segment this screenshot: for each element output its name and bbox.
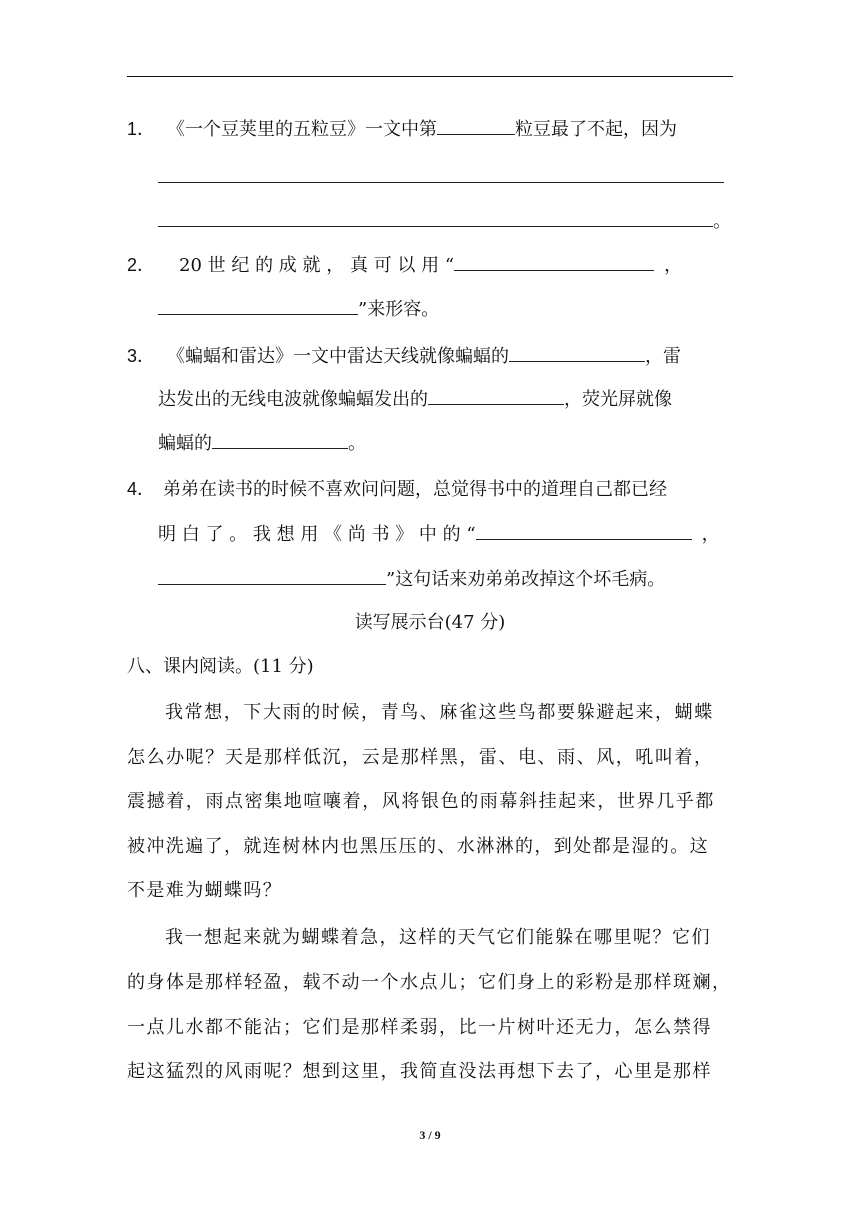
question-4-number: 4． bbox=[127, 479, 156, 499]
question-3-number: 3． bbox=[127, 346, 156, 366]
answer-blank[interactable] bbox=[212, 430, 348, 449]
question-1-text-cont: 粒豆最了不起，因为 bbox=[515, 119, 678, 140]
answer-blank[interactable] bbox=[158, 296, 358, 315]
question-4-text-line-3: ”这句话来劝弟弟改掉这个坏毛病。 bbox=[386, 569, 666, 590]
answer-blank[interactable] bbox=[158, 566, 386, 585]
question-4-line-1 bbox=[127, 477, 667, 502]
passage-line: 我常想，下大雨的时候，青鸟、麻雀这些鸟都要躲避起来，蝴蝶 bbox=[165, 702, 714, 723]
question-3-text-cont: ，雷 bbox=[645, 346, 682, 367]
question-4-text: 弟弟在读书的时候不喜欢问问题，总觉得书中的道理自己都已经 bbox=[163, 479, 668, 500]
answer-blank[interactable] bbox=[509, 343, 645, 362]
question-3-line-2 bbox=[158, 386, 672, 412]
answer-blank[interactable] bbox=[158, 208, 713, 227]
question-1-line-1 bbox=[127, 116, 677, 142]
question-3-text: 《蝙蝠和雷达》一文中雷达天线就像蝙蝠的 bbox=[167, 346, 510, 367]
passage-line: 起这猛烈的风雨呢？想到这里，我简直没法再想下去了，心里是那样 bbox=[127, 1061, 712, 1082]
passage-line: 的身体是那样轻盈，载不动一个水点儿；它们身上的彩粉是那样斑斓， bbox=[127, 972, 732, 993]
question-3-line-1 bbox=[127, 343, 681, 369]
comma: ， bbox=[664, 255, 683, 276]
question-1-number: 1． bbox=[127, 119, 156, 139]
passage-line: 震撼着，雨点密集地喧嚷着，风将银色的雨幕斜挂起来，世界几乎都 bbox=[127, 791, 715, 812]
passage-line: 怎么办呢？天是那样低沉，云是那样黑，雷、电、雨、风，吼叫着， bbox=[127, 747, 714, 768]
section-title: 读写展示台(47 分) bbox=[354, 612, 506, 633]
question-4-line-2 bbox=[158, 521, 720, 547]
answer-blank[interactable] bbox=[437, 116, 515, 135]
question-2-number: 2． bbox=[127, 255, 156, 275]
answer-line[interactable] bbox=[158, 182, 724, 183]
answer-blank[interactable] bbox=[476, 521, 692, 540]
answer-blank[interactable] bbox=[428, 386, 564, 405]
part-heading: 八、课内阅读。(11 分) bbox=[127, 656, 314, 677]
question-3-text-line-2: 达发出的无线电波就像蝙蝠发出的 bbox=[158, 389, 428, 410]
question-1-line-3 bbox=[158, 208, 731, 234]
answer-blank[interactable] bbox=[454, 252, 654, 271]
question-3-text-line-3: 蝙蝠的 bbox=[158, 433, 212, 454]
question-4-line-3 bbox=[158, 566, 665, 592]
period: 。 bbox=[348, 433, 366, 454]
comma: ， bbox=[701, 524, 720, 545]
question-1-text: 《一个豆荚里的五粒豆》一文中第 bbox=[167, 119, 438, 140]
question-2-line-1 bbox=[127, 252, 682, 278]
passage-line: 我一想起来就为蝴蝶着急，这样的天气它们能躲在哪里呢？它们 bbox=[165, 927, 711, 948]
question-3-line-3 bbox=[158, 430, 366, 456]
period: 。 bbox=[713, 211, 731, 232]
question-2-line-2 bbox=[158, 296, 439, 322]
question-2-text-cont: ”来形容。 bbox=[358, 299, 440, 320]
page-number: 3 / 9 bbox=[419, 1128, 441, 1142]
passage-line: 不是难为蝴蝶吗？ bbox=[127, 880, 283, 901]
passage-line: 一点儿水都不能沾；它们是那样柔弱，比一片树叶还无力，怎么禁得 bbox=[127, 1017, 712, 1038]
passage-line: 被冲洗遍了，就连树林内也黑压压的、水淋淋的，到处都是湿的。这 bbox=[127, 836, 709, 857]
question-4-text-line-2: 明 白 了 。 我 想 用 《 尚 书 》 中 的 “ bbox=[158, 524, 476, 545]
question-3-text-line-2-cont: ，荧光屏就像 bbox=[564, 389, 672, 410]
header-rule bbox=[127, 76, 733, 77]
question-2-text: 20 世 纪 的 成 就 ， 真 可 以 用 “ bbox=[179, 255, 455, 276]
